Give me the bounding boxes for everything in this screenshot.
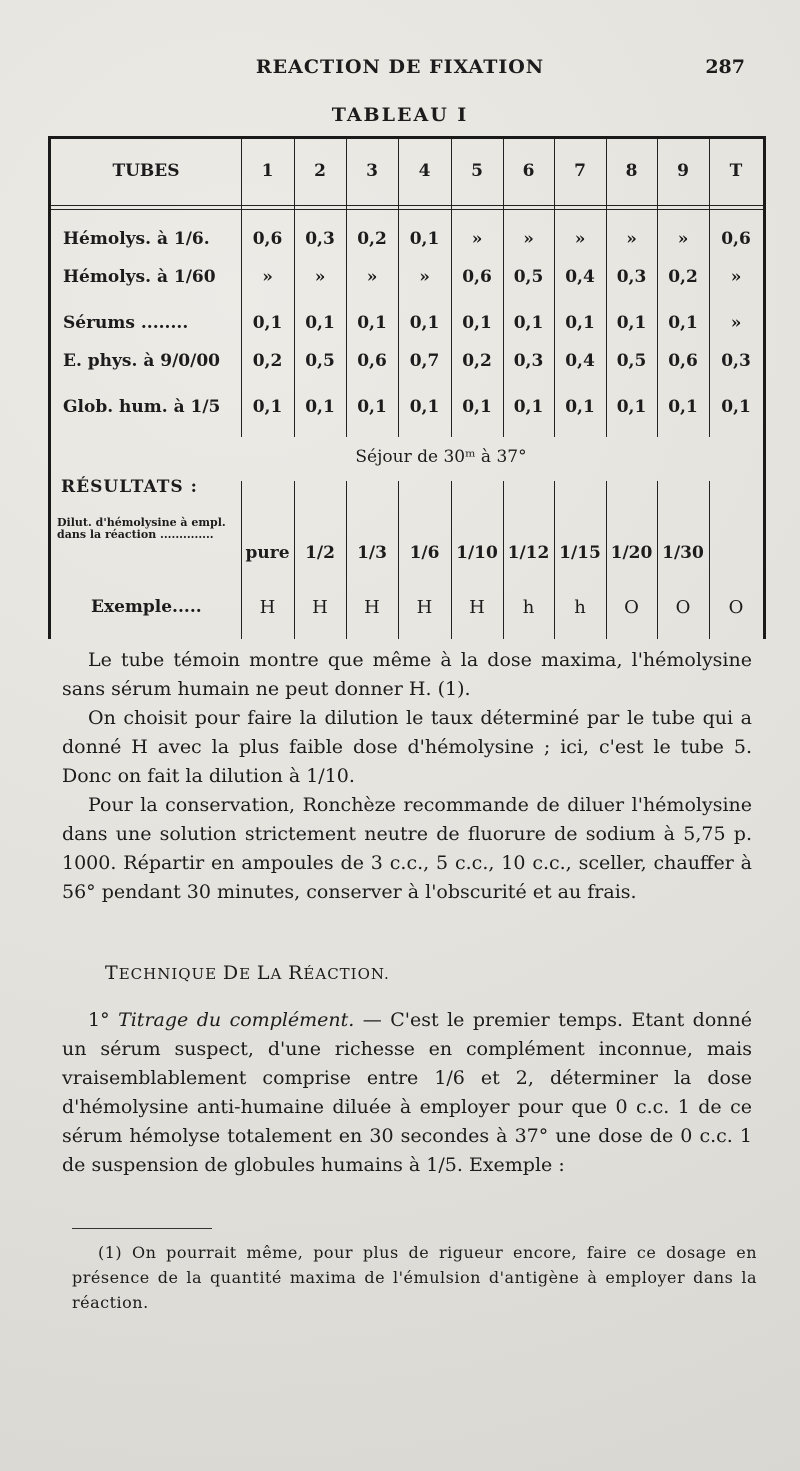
column-header: 3: [366, 161, 378, 181]
table-cell: 0,7: [409, 351, 440, 371]
table-cell: 0,1: [513, 313, 544, 333]
footnote-rule: [72, 1228, 212, 1229]
exemple-cell: H: [416, 597, 433, 618]
column-header: 2: [314, 161, 326, 181]
table-cell: »: [730, 267, 742, 287]
dilution-label: Dilut. d'hémolysine à empl. dans la réaction ..............: [57, 516, 226, 541]
data-table: [48, 136, 766, 639]
table-cell: »: [626, 229, 637, 249]
table-cell: 0,1: [616, 397, 647, 417]
table-cell: 0,5: [616, 351, 647, 371]
dilution-cell: pure: [245, 543, 290, 563]
exemple-cell: O: [624, 597, 639, 618]
column-divider: [657, 139, 658, 437]
table-cell: 0,3: [305, 229, 335, 249]
column-divider: [294, 139, 295, 437]
exemple-cell: H: [469, 597, 485, 618]
column-header: 7: [574, 161, 586, 181]
table-cell: 0,1: [565, 397, 595, 417]
row-label: Glob. hum. à 1/5: [63, 397, 221, 417]
table-cell: 0,2: [357, 229, 387, 249]
column-divider: [451, 139, 452, 437]
exemple-cell: O: [728, 597, 744, 618]
table-cell: 0,1: [616, 313, 647, 333]
table-cell: 0,1: [409, 397, 440, 417]
table-cell: 0,6: [462, 267, 492, 287]
footnote: [72, 1240, 757, 1315]
column-divider: [606, 139, 607, 437]
table-cell: 0,1: [462, 313, 492, 333]
dilution-cell: 1/30: [662, 543, 704, 563]
section-heading-text: TECHNIQUE DE LA RÉACTION.: [105, 962, 390, 984]
paragraph-1: Le tube témoin montre que même à la dose maxima, l'hémolysine sans sérum humain ne peut donner H. (1).: [62, 649, 752, 700]
table-cell: »: [419, 267, 430, 287]
sejour-label: Séjour de 30ᵐ à 37°: [355, 447, 527, 467]
column-divider: [346, 139, 347, 437]
table-cell: 0,1: [409, 229, 440, 249]
paragraph-2: On choisit pour faire la dilution le taux déterminé par le tube qui a donné H avec la plus faible dose d'hémolysine ; ici, c'est le tube 5. Donc on fait la dilution à 1/10.: [62, 707, 752, 787]
dilution-cell: 1/12: [507, 543, 550, 563]
table-cell: 0,1: [668, 313, 698, 333]
table-cell: 0,3: [616, 267, 647, 287]
table-cell: 0,6: [252, 229, 283, 249]
table-cell: 0,3: [721, 351, 751, 371]
table-cell: 0,1: [252, 397, 283, 417]
exemple-cell: O: [675, 597, 691, 618]
table-cell: 0,1: [409, 313, 440, 333]
table-cell: 0,6: [721, 229, 751, 249]
table-cell: 0,1: [462, 397, 492, 417]
table-cell: 0,6: [357, 351, 387, 371]
subsection-paragraph: [62, 1006, 752, 1180]
table-cell: 0,1: [668, 397, 698, 417]
exemple-label: Exemple.....: [91, 597, 202, 617]
table-cell: 0,1: [721, 397, 751, 417]
table-cell: »: [523, 229, 534, 249]
table-cell: »: [471, 229, 483, 249]
subsection: [62, 1006, 752, 1180]
table-cell: »: [677, 229, 689, 249]
table-cell: 0,5: [305, 351, 335, 371]
column-header: 5: [471, 161, 483, 181]
table-cell: 0,1: [513, 397, 544, 417]
row-label: Hémolys. à 1/60: [63, 267, 216, 287]
table-cell: 0,1: [252, 313, 283, 333]
column-header: TUBES: [112, 161, 180, 181]
column-header: 8: [625, 161, 638, 181]
table-cell: 0,4: [565, 351, 595, 371]
section-heading: [105, 962, 390, 984]
page-number: 287: [705, 56, 745, 78]
table-cell: »: [366, 267, 378, 287]
table-cell: »: [314, 267, 326, 287]
column-header: 4: [418, 161, 431, 181]
table-cell: »: [262, 267, 273, 287]
table-cell: »: [574, 229, 586, 249]
column-header: T: [729, 161, 743, 181]
table-cell: 0,1: [565, 313, 595, 333]
dilution-cell: 1/10: [456, 543, 498, 563]
page-header: [0, 56, 800, 86]
exemple-cell: h: [574, 597, 586, 618]
table-cell: 0,3: [513, 351, 544, 371]
column-divider: [709, 139, 710, 437]
table-cell: 0,1: [305, 313, 335, 333]
table-cell: »: [730, 313, 742, 333]
column-header: 1: [261, 161, 274, 181]
dilution-cell: 1/2: [305, 543, 335, 563]
row-label: Hémolys. à 1/6.: [63, 229, 210, 249]
table-cell: 0,2: [252, 351, 283, 371]
body-paragraphs: [62, 646, 752, 907]
paragraph-3: Pour la conservation, Ronchèze recommande de diluer l'hémolysine dans une solution strictement neutre de fluorure de sodium à 5,75 p. 1000. Répartir en ampoules de 3 c.c., 5 c.c., 10 c.c., sceller, chauffer à 56° pendant 30 minutes, conserver à l'obscurité et au frais.: [62, 794, 752, 903]
column-divider: [554, 139, 555, 437]
table-title: TABLEAU I: [331, 104, 469, 126]
dilution-cell: 1/6: [409, 543, 440, 563]
exemple-cell: H: [364, 597, 380, 618]
table-cell: 0,6: [668, 351, 698, 371]
dilution-cell: 1/20: [610, 543, 653, 563]
column-header: 6: [522, 161, 535, 181]
table-cell: 0,2: [462, 351, 492, 371]
resultats-label: RÉSULTATS :: [61, 477, 198, 497]
table-cell: 0,4: [565, 267, 595, 287]
column-divider: [503, 139, 504, 437]
dilution-cell: 1/15: [559, 543, 601, 563]
subsection-title: Titrage du complément.: [118, 1009, 355, 1031]
column-divider: [398, 139, 399, 437]
row-label: E. phys. à 9/0/00: [63, 351, 220, 371]
subsection-text: — C'est le premier temps. Etant donné un sérum suspect, d'une richesse en complément inconnue, mais vraisemblablement comprise entre 1/6 et 2, déterminer la dose d'hémolysine anti-humaine diluée à employer pour que 0 c.c. 1 de ce sérum hémolyse totalement en 30 secondes à 37° une dose de 0 c.c. 1 de suspension de globules humains à 1/5. Exemple :: [62, 1009, 752, 1176]
exemple-cell: H: [312, 597, 328, 618]
table-cell: 0,5: [513, 267, 544, 287]
dilution-cell: 1/3: [357, 543, 387, 563]
table-cell: 0,1: [357, 313, 387, 333]
subsection-number: 1°: [88, 1009, 110, 1031]
table-cell: 0,2: [668, 267, 698, 287]
table-cell: 0,1: [305, 397, 335, 417]
footnote-text: (1) On pourrait même, pour plus de rigueur encore, faire ce dosage en présence de la quantité maxima de l'émulsion d'antigène à employer dans la réaction.: [72, 1243, 757, 1312]
table-cell: 0,1: [357, 397, 387, 417]
row-label: Sérums ........: [63, 313, 189, 333]
exemple-cell: h: [522, 597, 535, 618]
column-header: 9: [677, 161, 689, 181]
column-divider: [241, 139, 242, 437]
running-title: REACTION DE FIXATION: [255, 56, 545, 78]
exemple-cell: H: [259, 597, 276, 618]
